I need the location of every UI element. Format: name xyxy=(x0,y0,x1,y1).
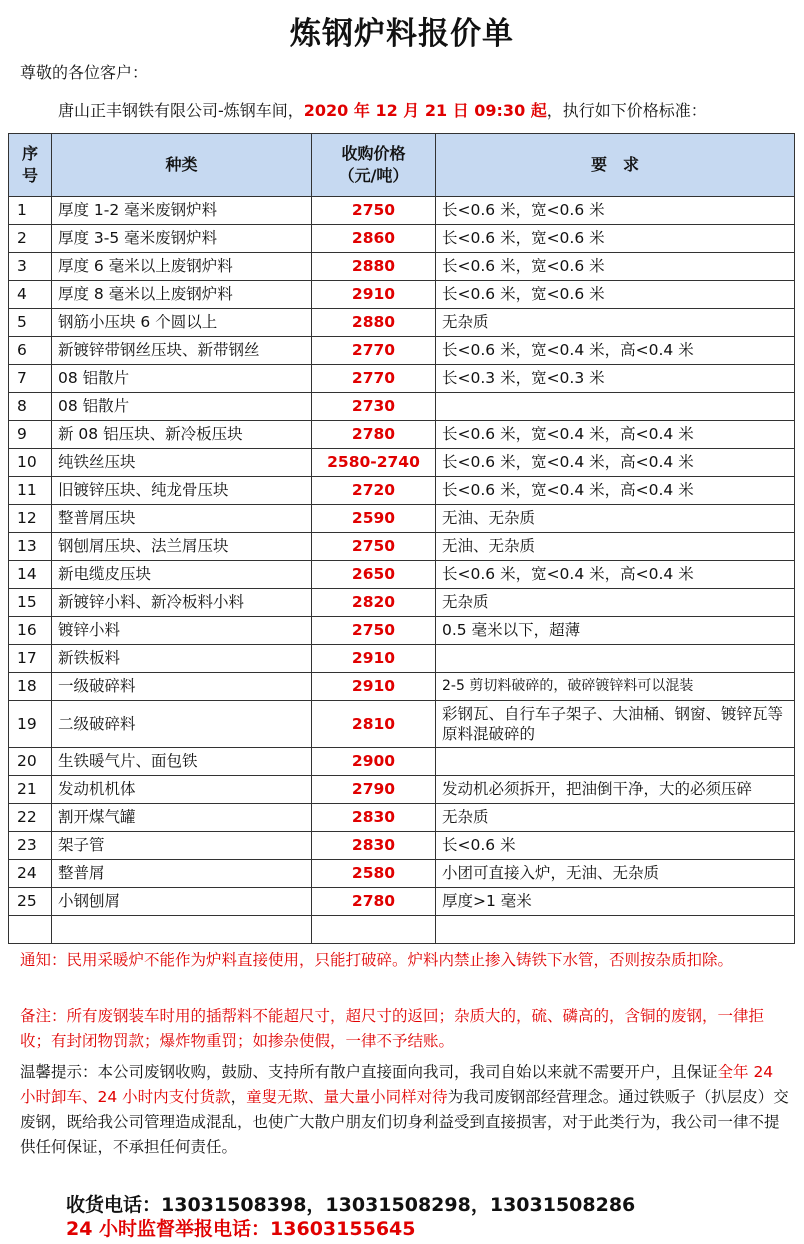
remark-text: 备注：所有废钢装车时用的插帮料不能超尺寸，超尺寸的返回；杂质大的，硫、磷高的，含铜的废钢，一律拒收；有封闭物罚款；爆炸物重罚；如掺杂使假，一律不予结账。 xyxy=(20,1007,765,1050)
row-price: 2750 xyxy=(312,197,436,225)
row-type: 小钢刨屑 xyxy=(52,888,312,916)
row-type: 厚度 3-5 毫米废钢炉料 xyxy=(52,225,312,253)
tips-part3: 为我司废钢部经营理念。通过铁贩子（扒层皮）交废钢，既给我公司管理造成混乱，也使广大散户朋友们切身利益受到直接损害，对于此类行为，我公司一律不提供任何保证，不承担任何责任。 xyxy=(20,1088,789,1156)
row-no: 9 xyxy=(9,421,52,449)
row-requirement: 长<0.6 米，宽<0.6 米 xyxy=(436,253,795,281)
table-header-row xyxy=(9,134,795,197)
row-requirement: 彩钢瓦、自行车子架子、大油桶、钢窗、镀锌瓦等原料混破碎的 xyxy=(436,701,795,748)
row-no: 10 xyxy=(9,449,52,477)
table-row xyxy=(9,701,795,748)
row-requirement: 长<0.6 米，宽<0.4 米，高<0.4 米 xyxy=(436,421,795,449)
row-price: 2910 xyxy=(312,673,436,701)
tips-text xyxy=(20,1060,790,1160)
row-price: 2750 xyxy=(312,617,436,645)
row-requirement: 长<0.3 米，宽<0.3 米 xyxy=(436,365,795,393)
row-no: 6 xyxy=(9,337,52,365)
row-price: 2790 xyxy=(312,776,436,804)
effective-date: 2020 年 12 月 21 日 09:30 起 xyxy=(303,101,547,120)
row-no: 12 xyxy=(9,505,52,533)
table-row xyxy=(9,477,795,505)
table-row xyxy=(9,645,795,673)
table-row xyxy=(9,561,795,589)
row-no: 22 xyxy=(9,804,52,832)
table-row xyxy=(9,225,795,253)
row-no: 24 xyxy=(9,860,52,888)
row-price: 2860 xyxy=(312,225,436,253)
table-row xyxy=(9,860,795,888)
row-requirement: 无杂质 xyxy=(436,804,795,832)
notice-text: 通知：民用采暖炉不能作为炉料直接使用，只能打破碎。炉料内禁止掺入铸铁下水管，否则按杂质扣除。 xyxy=(20,951,734,969)
row-type: 08 铝散片 xyxy=(52,365,312,393)
row-type: 整普屑 xyxy=(52,860,312,888)
table-row xyxy=(9,673,795,701)
row-type: 新镀锌带钢丝压块、新带钢丝 xyxy=(52,337,312,365)
table-row xyxy=(9,449,795,477)
table-row xyxy=(9,776,795,804)
tips-part2: ， xyxy=(230,1088,247,1106)
row-no: 18 xyxy=(9,673,52,701)
row-price: 2770 xyxy=(312,365,436,393)
row-no: 23 xyxy=(9,832,52,860)
row-type: 整普屑压块 xyxy=(52,505,312,533)
table-body xyxy=(9,197,795,944)
empty-cell xyxy=(9,916,52,944)
intro-line xyxy=(58,98,707,121)
row-price: 2820 xyxy=(312,589,436,617)
row-no: 19 xyxy=(9,701,52,748)
row-type: 08 铝散片 xyxy=(52,393,312,421)
row-requirement: 2-5 剪切料破碎的，破碎镀锌料可以混装 xyxy=(436,673,795,701)
table-row xyxy=(9,888,795,916)
row-price: 2830 xyxy=(312,804,436,832)
row-no: 8 xyxy=(9,393,52,421)
empty-row xyxy=(9,916,795,944)
row-no: 16 xyxy=(9,617,52,645)
row-requirement: 0.5 毫米以下，超薄 xyxy=(436,617,795,645)
row-price: 2720 xyxy=(312,477,436,505)
row-requirement: 长<0.6 米，宽<0.6 米 xyxy=(436,197,795,225)
row-type: 新铁板料 xyxy=(52,645,312,673)
price-table xyxy=(8,133,795,944)
row-requirement: 长<0.6 米，宽<0.4 米，高<0.4 米 xyxy=(436,477,795,505)
row-no: 4 xyxy=(9,281,52,309)
row-requirement xyxy=(436,645,795,673)
table-row xyxy=(9,589,795,617)
row-price: 2880 xyxy=(312,253,436,281)
tips-part1: 温馨提示：本公司废钢收购，鼓励、支持所有散户直接面向我司，我司自始以来就不需要开户，且保证 xyxy=(20,1063,718,1081)
row-requirement: 无油、无杂质 xyxy=(436,533,795,561)
row-type: 钢刨屑压块、法兰屑压块 xyxy=(52,533,312,561)
header-price: 收购价格（元/吨） xyxy=(312,134,436,197)
table-row xyxy=(9,365,795,393)
row-type: 发动机机体 xyxy=(52,776,312,804)
row-requirement: 无杂质 xyxy=(436,589,795,617)
row-requirement: 无杂质 xyxy=(436,309,795,337)
header-type: 种类 xyxy=(52,134,312,197)
row-type: 新 08 铝压块、新冷板压块 xyxy=(52,421,312,449)
row-type: 厚度 6 毫米以上废钢炉料 xyxy=(52,253,312,281)
row-price: 2580-2740 xyxy=(312,449,436,477)
row-type: 生铁暖气片、面包铁 xyxy=(52,748,312,776)
row-no: 25 xyxy=(9,888,52,916)
row-price: 2580 xyxy=(312,860,436,888)
table-row xyxy=(9,748,795,776)
row-requirement: 厚度>1 毫米 xyxy=(436,888,795,916)
row-price: 2910 xyxy=(312,281,436,309)
row-price: 2730 xyxy=(312,393,436,421)
row-no: 13 xyxy=(9,533,52,561)
row-type: 架子管 xyxy=(52,832,312,860)
row-no: 11 xyxy=(9,477,52,505)
row-requirement: 无油、无杂质 xyxy=(436,505,795,533)
table-row xyxy=(9,832,795,860)
row-requirement: 长<0.6 米，宽<0.4 米，高<0.4 米 xyxy=(436,337,795,365)
row-no: 21 xyxy=(9,776,52,804)
table-row xyxy=(9,197,795,225)
page-title: 炼钢炉料报价单 xyxy=(290,16,514,52)
row-requirement: 小团可直接入炉，无油、无杂质 xyxy=(436,860,795,888)
row-price: 2590 xyxy=(312,505,436,533)
table-row xyxy=(9,393,795,421)
row-type: 割开煤气罐 xyxy=(52,804,312,832)
table-row xyxy=(9,337,795,365)
table-row xyxy=(9,804,795,832)
row-no: 17 xyxy=(9,645,52,673)
table-row xyxy=(9,421,795,449)
row-price: 2780 xyxy=(312,888,436,916)
greeting: 尊敬的各位客户： xyxy=(20,63,149,82)
empty-cell xyxy=(312,916,436,944)
row-requirement: 长<0.6 米 xyxy=(436,832,795,860)
row-type: 新电缆皮压块 xyxy=(52,561,312,589)
tips-highlight-fair: 童叟无欺、量大量小同样对待 xyxy=(246,1088,448,1106)
row-price: 2650 xyxy=(312,561,436,589)
row-no: 7 xyxy=(9,365,52,393)
row-no: 2 xyxy=(9,225,52,253)
row-no: 5 xyxy=(9,309,52,337)
table-row xyxy=(9,617,795,645)
report-hotline: 24 小时监督举报电话：13603155645 xyxy=(66,1218,416,1240)
row-price: 2880 xyxy=(312,309,436,337)
row-price: 2750 xyxy=(312,533,436,561)
row-requirement: 长<0.6 米，宽<0.6 米 xyxy=(436,281,795,309)
row-price: 2780 xyxy=(312,421,436,449)
row-type: 厚度 8 毫米以上废钢炉料 xyxy=(52,281,312,309)
row-type: 新镀锌小料、新冷板料小料 xyxy=(52,589,312,617)
empty-cell xyxy=(52,916,312,944)
row-requirement xyxy=(436,748,795,776)
row-requirement: 发动机必须拆开，把油倒干净，大的必须压碎 xyxy=(436,776,795,804)
row-type: 钢筋小压块 6 个圆以上 xyxy=(52,309,312,337)
intro-prefix: 唐山正丰钢铁有限公司-炼钢车间， xyxy=(58,101,304,120)
row-price: 2830 xyxy=(312,832,436,860)
row-requirement: 长<0.6 米，宽<0.4 米，高<0.4 米 xyxy=(436,561,795,589)
table-row xyxy=(9,309,795,337)
header-no: 序号 xyxy=(9,134,52,197)
row-requirement xyxy=(436,393,795,421)
row-price: 2910 xyxy=(312,645,436,673)
row-no: 20 xyxy=(9,748,52,776)
row-type: 二级破碎料 xyxy=(52,701,312,748)
table-row xyxy=(9,281,795,309)
intro-suffix: ，执行如下价格标准： xyxy=(546,101,707,120)
row-requirement: 长<0.6 米，宽<0.6 米 xyxy=(436,225,795,253)
row-price: 2810 xyxy=(312,701,436,748)
table-row xyxy=(9,505,795,533)
empty-cell xyxy=(436,916,795,944)
row-no: 1 xyxy=(9,197,52,225)
header-requirement: 要 求 xyxy=(436,134,795,197)
row-price: 2900 xyxy=(312,748,436,776)
row-requirement: 长<0.6 米，宽<0.4 米，高<0.4 米 xyxy=(436,449,795,477)
row-price: 2770 xyxy=(312,337,436,365)
row-type: 纯铁丝压块 xyxy=(52,449,312,477)
row-no: 15 xyxy=(9,589,52,617)
table-row xyxy=(9,533,795,561)
row-type: 一级破碎料 xyxy=(52,673,312,701)
tips-highlight-service: 全年 24 小时卸车、24 小时内支付货款 xyxy=(20,1063,774,1106)
row-type: 镀锌小料 xyxy=(52,617,312,645)
row-no: 3 xyxy=(9,253,52,281)
table-row xyxy=(9,253,795,281)
row-type: 旧镀锌压块、纯龙骨压块 xyxy=(52,477,312,505)
contact-phones: 收货电话：13031508398，13031508298，13031508286 xyxy=(66,1194,636,1216)
row-no: 14 xyxy=(9,561,52,589)
row-type: 厚度 1-2 毫米废钢炉料 xyxy=(52,197,312,225)
